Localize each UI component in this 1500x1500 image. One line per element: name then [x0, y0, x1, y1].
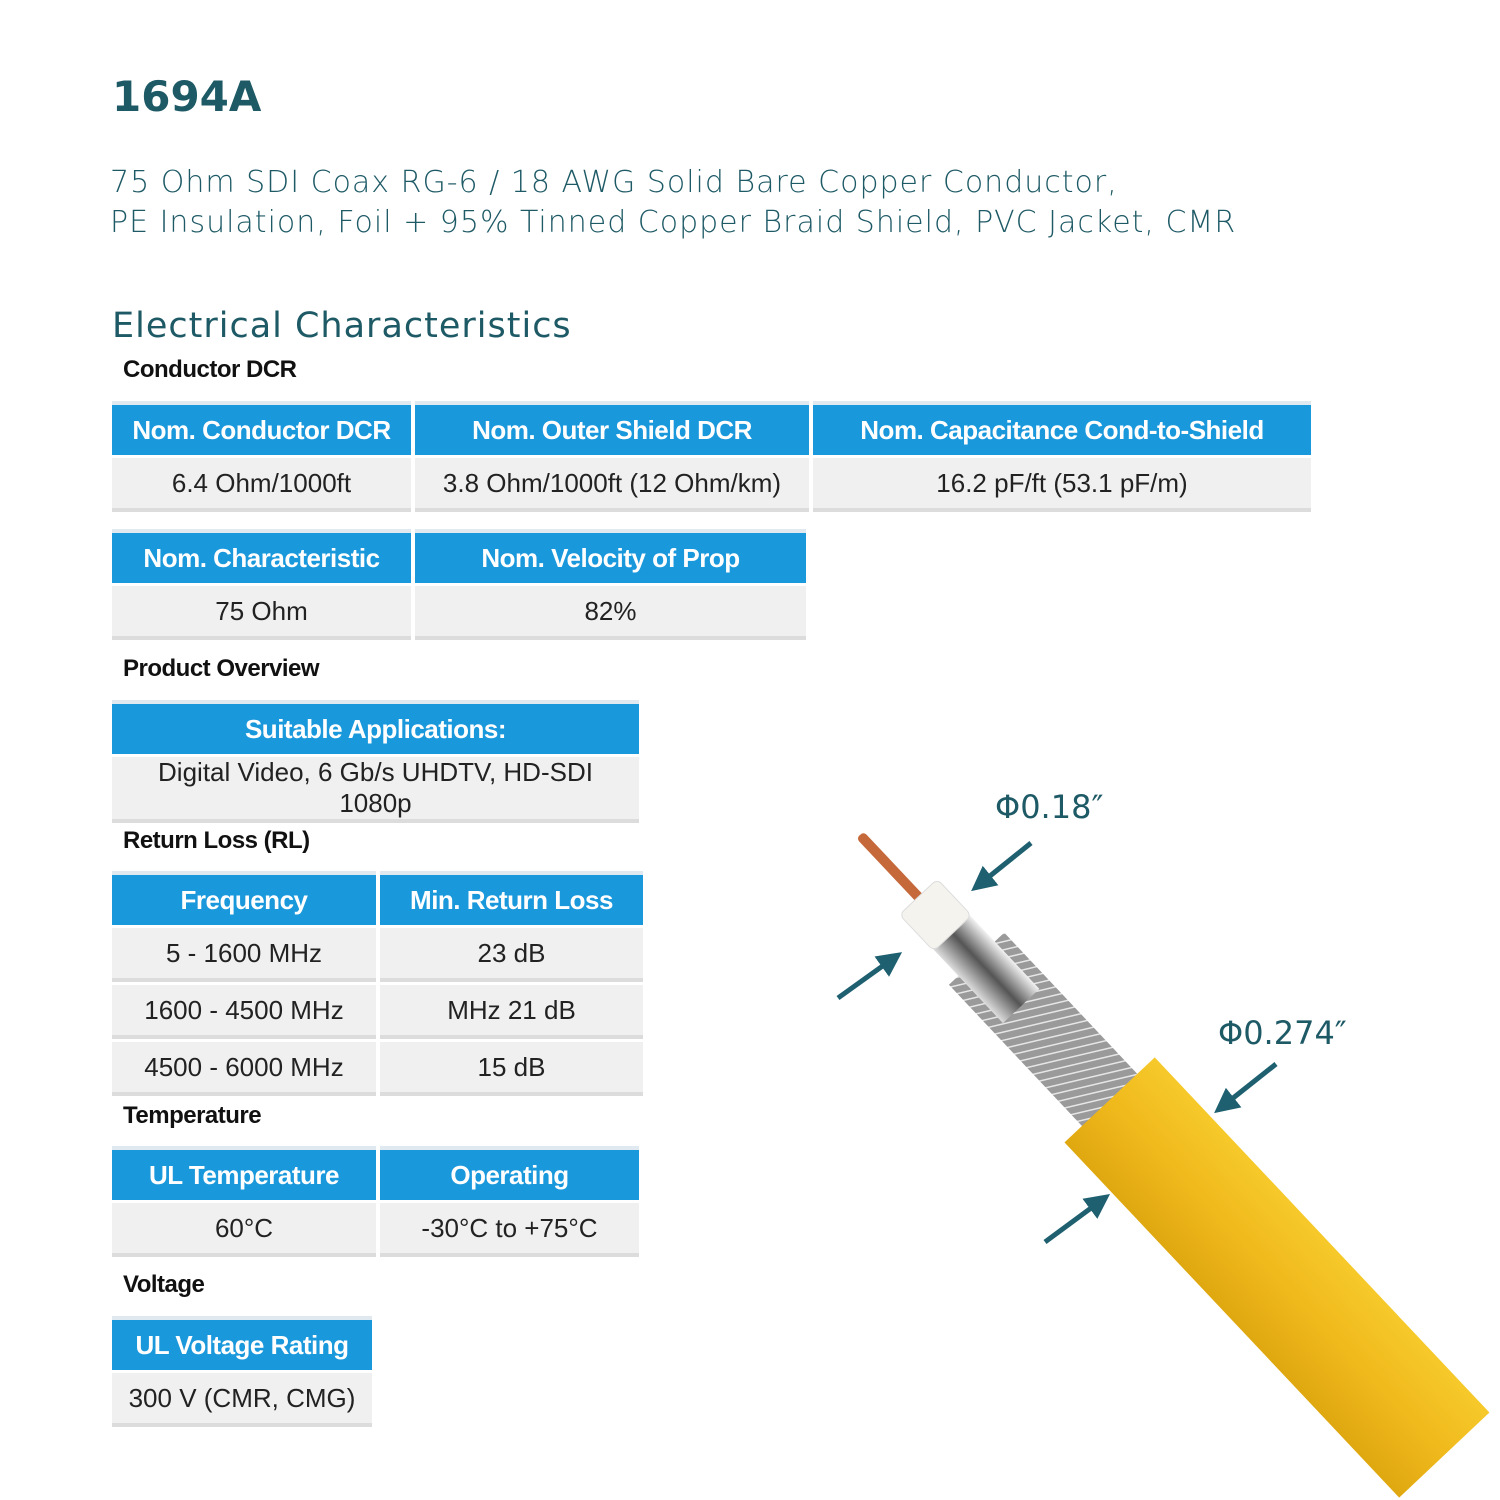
- table-cell: 60°C: [112, 1200, 376, 1257]
- pvc-jacket: [1065, 1057, 1490, 1497]
- table-cell: 1600 - 4500 MHz: [112, 982, 376, 1039]
- outer-diameter-label: Φ0.274″: [1218, 1014, 1347, 1052]
- arrow-icon: [1218, 1064, 1276, 1110]
- arrow-icon: [1045, 1197, 1106, 1242]
- table-header: UL Voltage Rating: [112, 1316, 372, 1370]
- return-loss-label: Return Loss (RL): [123, 827, 310, 854]
- section-title: Electrical Characteristics: [112, 306, 572, 346]
- table-cell: 16.2 pF/ft (53.1 pF/m): [813, 455, 1311, 512]
- voltage-label: Voltage: [123, 1271, 205, 1298]
- table-header: Operating: [380, 1146, 639, 1200]
- inner-diameter-label: Φ0.18″: [995, 788, 1104, 826]
- table-header: Suitable Applications:: [112, 700, 639, 754]
- table-cell: 3.8 Ohm/1000ft (12 Ohm/km): [415, 455, 809, 512]
- table-header: Nom. Velocity of Prop: [415, 529, 806, 583]
- table-cell: 5 - 1600 MHz: [112, 925, 376, 982]
- table-cell: -30°C to +75°C: [380, 1200, 639, 1257]
- table-cell: 23 dB: [380, 925, 643, 982]
- table-cell: 75 Ohm: [112, 583, 411, 640]
- table-cell: 6.4 Ohm/1000ft: [112, 455, 411, 512]
- table-cell: 82%: [415, 583, 806, 640]
- arrow-icon: [838, 955, 898, 998]
- table-header: Nom. Conductor DCR: [112, 401, 411, 455]
- temperature-label: Temperature: [123, 1102, 262, 1129]
- conductor-dcr-label: Conductor DCR: [123, 356, 297, 383]
- table-cell: 4500 - 6000 MHz: [112, 1039, 376, 1096]
- table-header: UL Temperature: [112, 1146, 376, 1200]
- table-header: Min. Return Loss: [380, 871, 643, 925]
- product-title: 1694A: [112, 72, 262, 121]
- subtitle-line: PE Insulation, Foil + 95% Tinned Copper Braid Shield, PVC Jacket, CMR: [110, 205, 1237, 240]
- table-cell: 15 dB: [380, 1039, 643, 1096]
- table-cell: 300 V (CMR, CMG): [112, 1370, 372, 1427]
- table-header: Nom. Capacitance Cond-to-Shield: [813, 401, 1311, 455]
- table-header: Nom. Characteristic: [112, 529, 411, 583]
- arrow-icon: [975, 843, 1031, 888]
- table-header: Nom. Outer Shield DCR: [415, 401, 809, 455]
- table-header: Frequency: [112, 871, 376, 925]
- table-cell: MHz 21 dB: [380, 982, 643, 1039]
- table-cell: Digital Video, 6 Gb/s UHDTV, HD-SDI 1080p: [112, 754, 639, 823]
- subtitle-line: 75 Ohm SDI Coax RG-6 / 18 AWG Solid Bare Copper Conductor,: [110, 165, 1118, 200]
- product-overview-label: Product Overview: [123, 655, 320, 682]
